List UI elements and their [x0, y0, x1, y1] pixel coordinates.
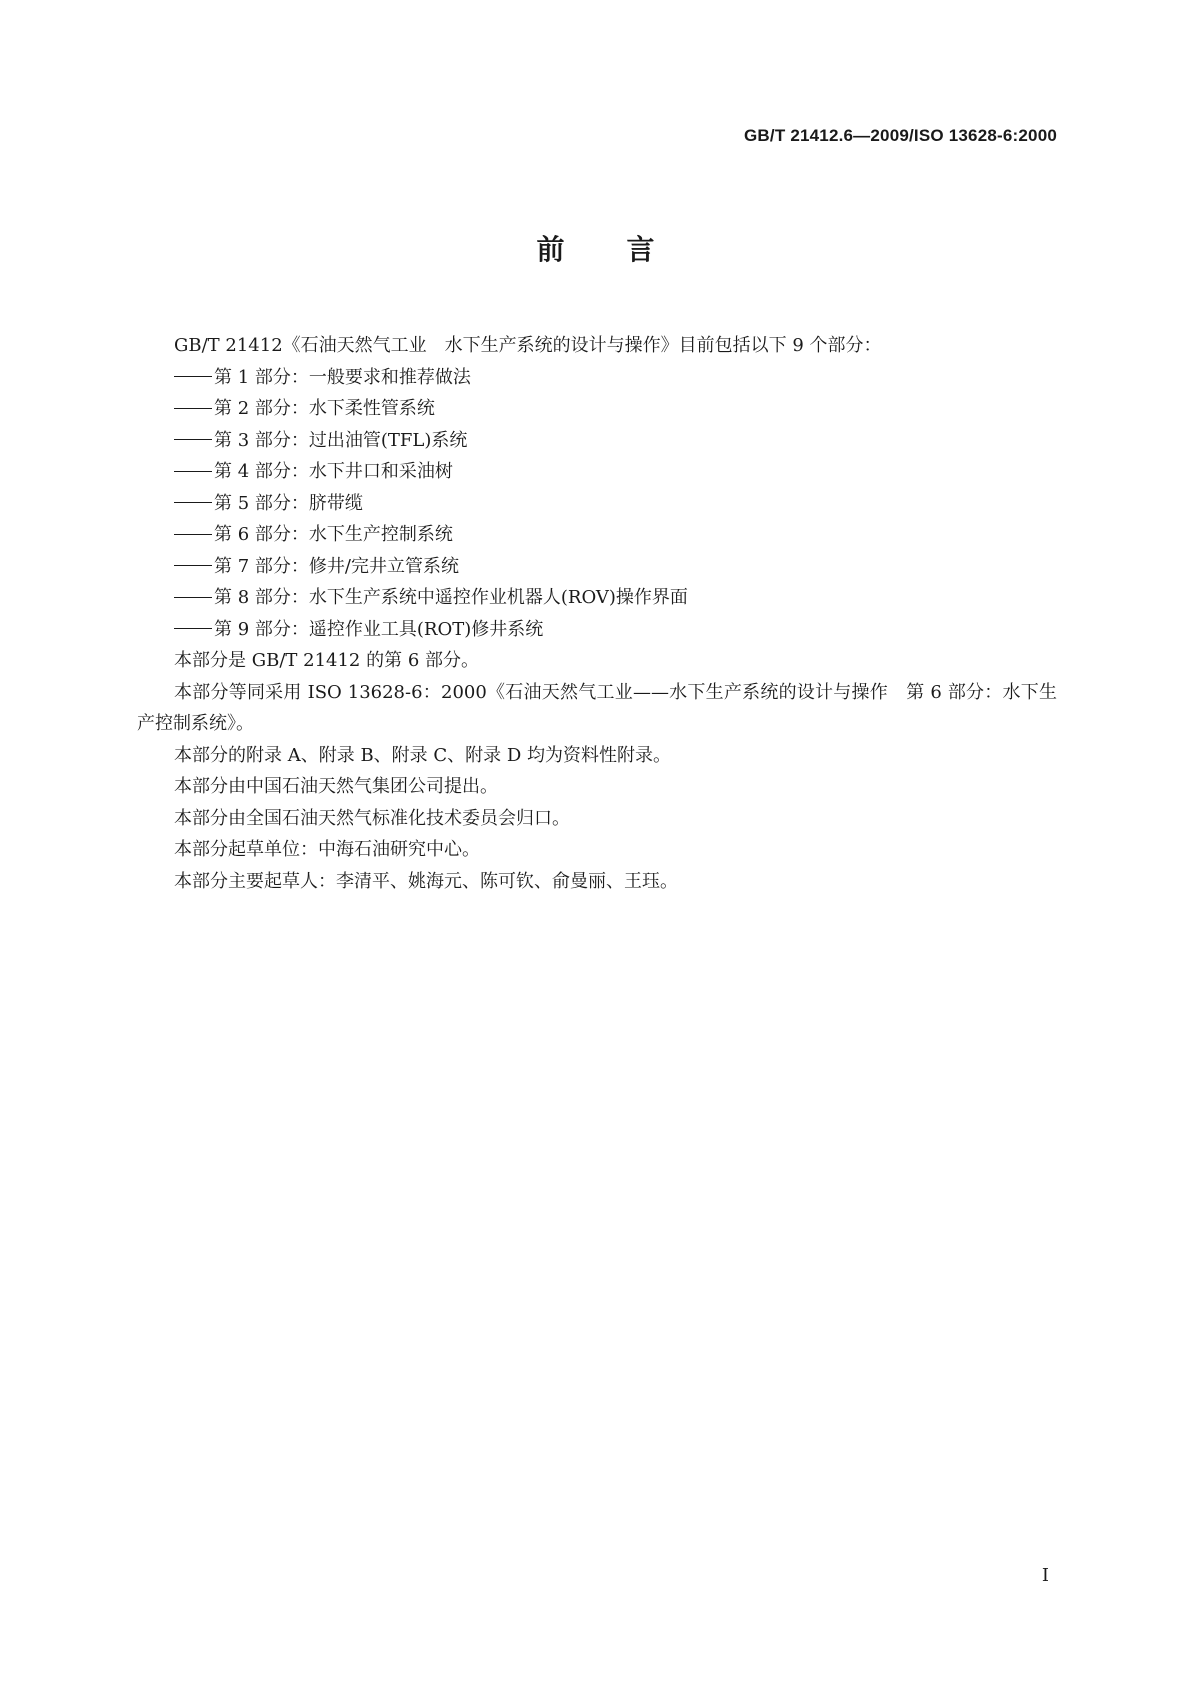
em-dash [174, 408, 212, 409]
list-item-text: 第 9 部分：遥控作业工具(ROT)修井系统 [214, 618, 544, 640]
em-dash [174, 534, 212, 535]
list-item [137, 425, 1057, 457]
em-dash [174, 628, 212, 629]
paragraph-drafting-unit: 本部分起草单位：中海石油研究中心。 [174, 839, 480, 860]
paragraph-drafters: 本部分主要起草人：李清平、姚海元、陈可钦、俞曼丽、王珏。 [174, 870, 678, 892]
em-dash [174, 376, 212, 377]
list-item-text: 第 1 部分：一般要求和推荐做法 [214, 366, 471, 388]
em-dash [174, 597, 212, 598]
list-item [137, 551, 1057, 583]
em-dash [174, 565, 212, 566]
list-item [137, 456, 1057, 488]
list-item [137, 614, 1057, 646]
paragraph-proposer: 本部分由中国石油天然气集团公司提出。 [174, 776, 498, 797]
list-item-text: 第 2 部分：水下柔性管系统 [214, 398, 435, 419]
list-item-text: 第 7 部分：修井/完井立管系统 [214, 555, 459, 577]
paragraph-annexes: 本部分的附录 A、附录 B、附录 C、附录 D 均为资料性附录。 [174, 744, 672, 766]
list-item-text: 第 6 部分：水下生产控制系统 [214, 524, 453, 545]
paragraph-part-number: 本部分是 GB/T 21412 的第 6 部分。 [174, 650, 479, 671]
list-item [137, 362, 1057, 394]
em-dash [174, 471, 212, 472]
page-number: I [1041, 1565, 1049, 1586]
em-dash [174, 439, 212, 440]
standard-code: GB/T 21412.6—2009/ISO 13628-6:2000 [744, 126, 1057, 145]
intro-paragraph: GB/T 21412《石油天然气工业 水下生产系统的设计与操作》目前包括以下 9 个部分： [174, 335, 882, 356]
list-item-text: 第 8 部分：水下生产系统中遥控作业机器人(ROV)操作界面 [214, 587, 688, 608]
list-item [137, 488, 1057, 520]
list-item-text: 第 4 部分：水下井口和采油树 [214, 461, 453, 482]
list-item [137, 582, 1057, 614]
list-item [137, 393, 1057, 425]
paragraph-adoption: 本部分等同采用 ISO 13628-6：2000《石油天然气工业——水下生产系统的设计与操作 第 6 部分：水下生产控制系统》。 [137, 681, 1057, 734]
paragraph-committee: 本部分由全国石油天然气标准化技术委员会归口。 [174, 807, 570, 829]
document-body [137, 330, 1057, 897]
list-item [137, 519, 1057, 551]
page-title: 前言 [536, 233, 717, 266]
list-item-text: 第 3 部分：过出油管(TFL)系统 [214, 429, 468, 451]
list-item-text: 第 5 部分：脐带缆 [214, 492, 363, 514]
em-dash [174, 502, 212, 503]
